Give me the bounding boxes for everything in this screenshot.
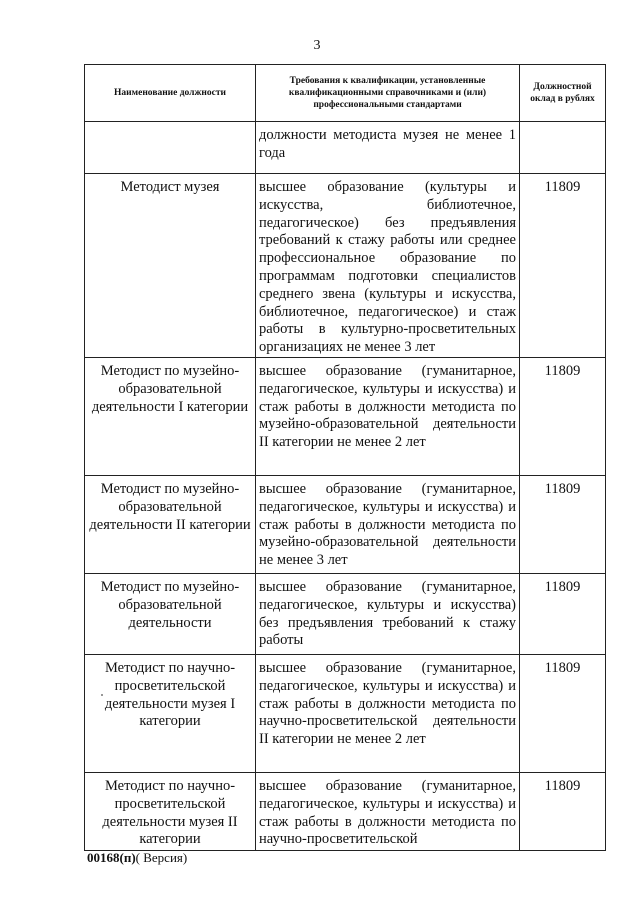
qualification-requirements: должности методиста музея не менее 1 года <box>256 122 520 174</box>
qualification-requirements: высшее образование (культуры и искусства, библиотечное, педагогическое) без предъявления требований к стажу работы или среднее профессиональное образование по программам подготовки специалистов среднего звена (культуры и искусства, библиотечное, педагогическое) и стаж работы в культурно-просветительных организациях не менее 3 лет <box>256 174 520 358</box>
table-row <box>85 174 606 358</box>
position-name: Методист по научно-просветительской деятельности музея I категории <box>85 654 256 772</box>
position-name: Методист музея <box>85 174 256 358</box>
salary-value: 11809 <box>520 772 606 850</box>
position-name <box>85 122 256 174</box>
header-salary: Должностной оклад в рублях <box>520 65 606 122</box>
qualification-requirements: высшее образование (гуманитарное, педагогическое, культуры и искусства) и стаж работы в должности методиста по музейно-образовательной деятельности II категории не менее 2 лет <box>256 357 520 475</box>
qualification-requirements: высшее образование (гуманитарное, педагогическое, культуры и искусства) без предъявления требований к стажу работы <box>256 573 520 654</box>
position-name: Методист по научно-просветительской деятельности музея II категории <box>85 772 256 850</box>
table-row <box>85 475 606 573</box>
page-number: 3 <box>313 38 321 53</box>
document-footer <box>87 850 187 866</box>
position-name: Методист по музейно-образовательной деятельности II категории <box>85 475 256 573</box>
table-row <box>85 357 606 475</box>
table-header-row <box>85 65 606 122</box>
salary-value: 11809 <box>520 654 606 772</box>
document-version: ( Версия) <box>135 850 188 865</box>
scan-speck <box>101 694 103 696</box>
qualification-requirements: высшее образование (гуманитарное, педагогическое, культуры и искусства) и стаж работы в должности методиста по научно-просветительской <box>256 772 520 850</box>
header-position: Наименование должности <box>85 65 256 122</box>
position-name: Методист по музейно-образовательной деятельности I категории <box>85 357 256 475</box>
qualification-table <box>84 64 606 851</box>
position-name: Методист по музейно-образовательной деятельности <box>85 573 256 654</box>
table-row <box>85 772 606 850</box>
salary-value: 11809 <box>520 475 606 573</box>
table-row <box>85 654 606 772</box>
table-row <box>85 122 606 174</box>
table-row <box>85 573 606 654</box>
qualification-requirements: высшее образование (гуманитарное, педагогическое, культуры и искусства) и стаж работы в должности методиста по музейно-образовательной деятельности не менее 3 лет <box>256 475 520 573</box>
salary-value: 11809 <box>520 573 606 654</box>
salary-value: 11809 <box>520 357 606 475</box>
qualification-requirements: высшее образование (гуманитарное, педагогическое, культуры и искусства) и стаж работы в должности методиста по научно-просветительской деятельности II категории не менее 2 лет <box>256 654 520 772</box>
salary-value: 11809 <box>520 174 606 358</box>
document-code: 00168(п) <box>87 850 136 865</box>
salary-value <box>520 122 606 174</box>
header-requirements: Требования к квалификации, установленные квалификационными справочниками и (или) профессиональными стандартами <box>256 65 520 122</box>
